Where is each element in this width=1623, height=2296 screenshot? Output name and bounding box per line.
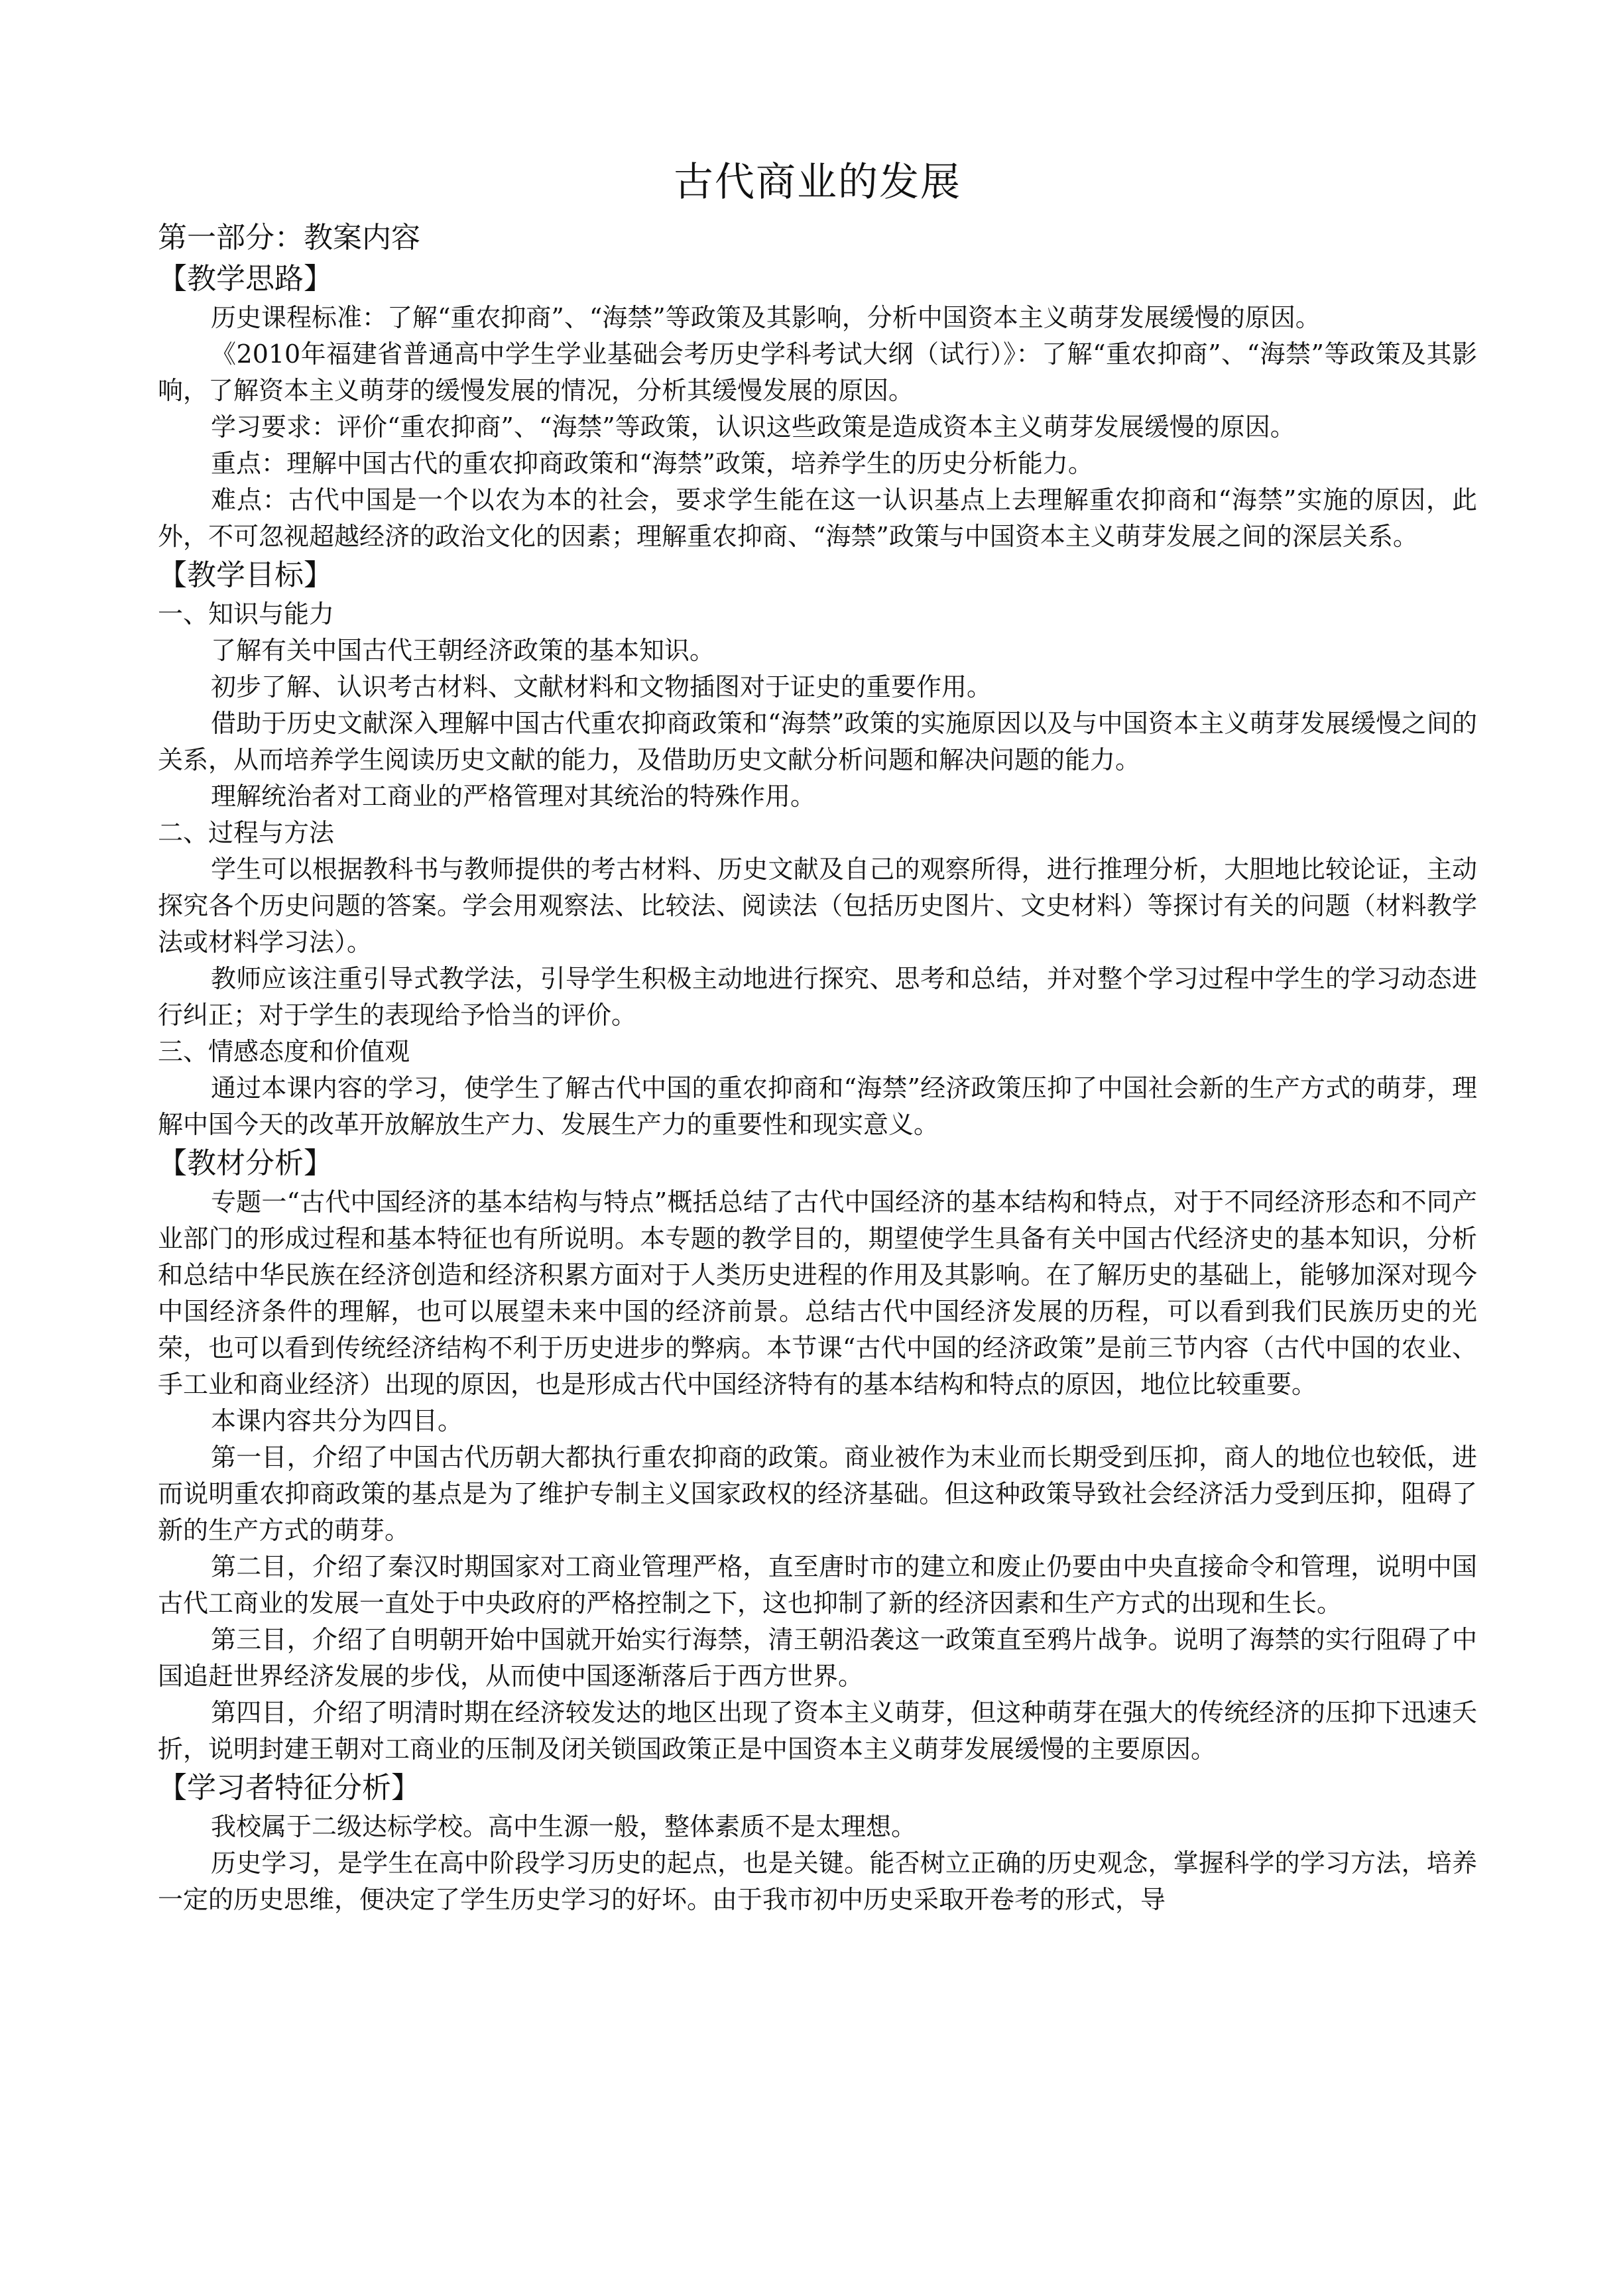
paragraph: 《2010年福建省普通高中学生学业基础会考历史学科考试大纲（试行）》：了解“重农抑商”、“海禁”等政策及其影响，了解资本主义萌芽的缓慢发展的情况，分析其缓慢发展的原因。: [158, 339, 1477, 405]
document-title: 古代商业的发展: [674, 159, 961, 206]
document-body: [158, 152, 1477, 1918]
paragraph: 初步了解、认识考古材料、文献材料和文物插图对于证史的重要作用。: [211, 672, 992, 701]
section: [158, 1143, 1477, 1768]
part-heading: 第一部分：教案内容: [158, 221, 420, 255]
paragraph: 学习要求：评价“重农抑商”、“海禁”等政策，认识这些政策是造成资本主义萌芽发展缓慢的原因。: [211, 412, 1295, 442]
subsection-heading: 一、知识与能力: [158, 599, 335, 629]
paragraph: 了解有关中国古代王朝经济政策的基本知识。: [211, 636, 715, 665]
paragraph: 第三目，介绍了自明朝开始中国就开始实行海禁，清王朝沿袭这一政策直至鸦片战争。说明了海禁的实行阻碍了中国追赶世界经济发展的步伐，从而使中国逐渐落后于西方世界。: [158, 1625, 1477, 1691]
section-heading: 【教学目标】: [158, 558, 333, 592]
paragraph: 历史课程标准：了解“重农抑商”、“海禁”等政策及其影响，分析中国资本主义萌芽发展缓慢的原因。: [211, 303, 1321, 332]
paragraph: 教师应该注重引导式教学法，引导学生积极主动地进行探究、思考和总结，并对整个学习过程中学生的学习动态进行纠正；对于学生的表现给予恰当的评价。: [158, 964, 1477, 1030]
section-heading: 【教材分析】: [158, 1146, 333, 1180]
section: [158, 1768, 1477, 1918]
paragraph: 我校属于二级达标学校。高中生源一般，整体素质不是太理想。: [211, 1812, 917, 1841]
paragraph: 难点：古代中国是一个以农为本的社会，要求学生能在这一认识基点上去理解重农抑商和“海禁”实施的原因，此外，不可忽视超越经济的政治文化的因素；理解重农抑商、“海禁”政策与中国资本主义萌芽发展之间的深层关系。: [158, 485, 1477, 551]
paragraph: 借助于历史文献深入理解中国古代重农抑商政策和“海禁”政策的实施原因以及与中国资本主义萌芽发展缓慢之间的关系，从而培养学生阅读历史文献的能力，及借助历史文献分析问题和解决问题的能力。: [158, 709, 1477, 774]
section: [158, 555, 1477, 1143]
paragraph: 第二目，介绍了秦汉时期国家对工商业管理严格，直至唐时市的建立和废止仍要由中央直接命令和管理，说明中国古代工商业的发展一直处于中央政府的严格控制之下，这也抑制了新的经济因素和生产方式的出现和生长。: [158, 1552, 1477, 1618]
sections-container: [158, 259, 1477, 1918]
paragraph: 第四目，介绍了明清时期在经济较发达的地区出现了资本主义萌芽，但这种萌芽在强大的传统经济的压抑下迅速夭折，说明封建王朝对工商业的压制及闭关锁国政策正是中国资本主义萌芽发展缓慢的主要原因。: [158, 1698, 1477, 1764]
paragraph: 理解统治者对工商业的严格管理对其统治的特殊作用。: [211, 782, 816, 811]
paragraph: 通过本课内容的学习，使学生了解古代中国的重农抑商和“海禁”经济政策压抑了中国社会新的生产方式的萌芽，理解中国今天的改革开放解放生产力、发展生产力的重要性和现实意义。: [158, 1073, 1477, 1139]
section: [158, 259, 1477, 555]
section-heading: 【学习者特征分析】: [158, 1771, 420, 1805]
paragraph: 本课内容共分为四目。: [211, 1406, 463, 1435]
paragraph: 专题一“古代中国经济的基本结构与特点”概括总结了古代中国经济的基本结构和特点，对于不同经济形态和不同产业部门的形成过程和基本特征也有所说明。本专题的教学目的，期望使学生具备有关中国古代经济史的基本知识，分析和总结中华民族在经济创造和经济积累方面对于人类历史进程的作用及其影响。在了解历史的基础上，能够加深对现今中国经济条件的理解，也可以展望未来中国的经济前景。总结古代中国经济发展的历程，可以看到我们民族历史的光荣，也可以看到传统经济结构不利于历史进步的弊病。本节课“古代中国的经济政策”是前三节内容（古代中国的农业、手工业和商业经济）出现的原因，也是形成古代中国经济特有的基本结构和特点的原因，地位比较重要。: [158, 1187, 1477, 1399]
section-heading: 【教学思路】: [158, 262, 333, 296]
paragraph: 历史学习，是学生在高中阶段学习历史的起点，也是关键。能否树立正确的历史观念，掌握科学的学习方法，培养一定的历史思维，便决定了学生历史学习的好坏。由于我市初中历史采取开卷考的形式，导: [158, 1848, 1477, 1914]
paragraph: 第一目，介绍了中国古代历朝大都执行重农抑商的政策。商业被作为末业而长期受到压抑，商人的地位也较低，进而说明重农抑商政策的基点是为了维护专制主义国家政权的经济基础。但这种政策导致社会经济活力受到压抑，阻碍了新的生产方式的萌芽。: [158, 1443, 1477, 1545]
subsection-heading: 二、过程与方法: [158, 818, 335, 847]
paragraph: 学生可以根据教科书与教师提供的考古材料、历史文献及自己的观察所得，进行推理分析，大胆地比较论证，主动探究各个历史问题的答案。学会用观察法、比较法、阅读法（包括历史图片、文史材料）等探讨有关的问题（材料教学法或材料学习法）。: [158, 855, 1477, 957]
paragraph: 重点：理解中国古代的重农抑商政策和“海禁”政策，培养学生的历史分析能力。: [211, 449, 1093, 478]
subsection-heading: 三、情感态度和价值观: [158, 1037, 410, 1066]
